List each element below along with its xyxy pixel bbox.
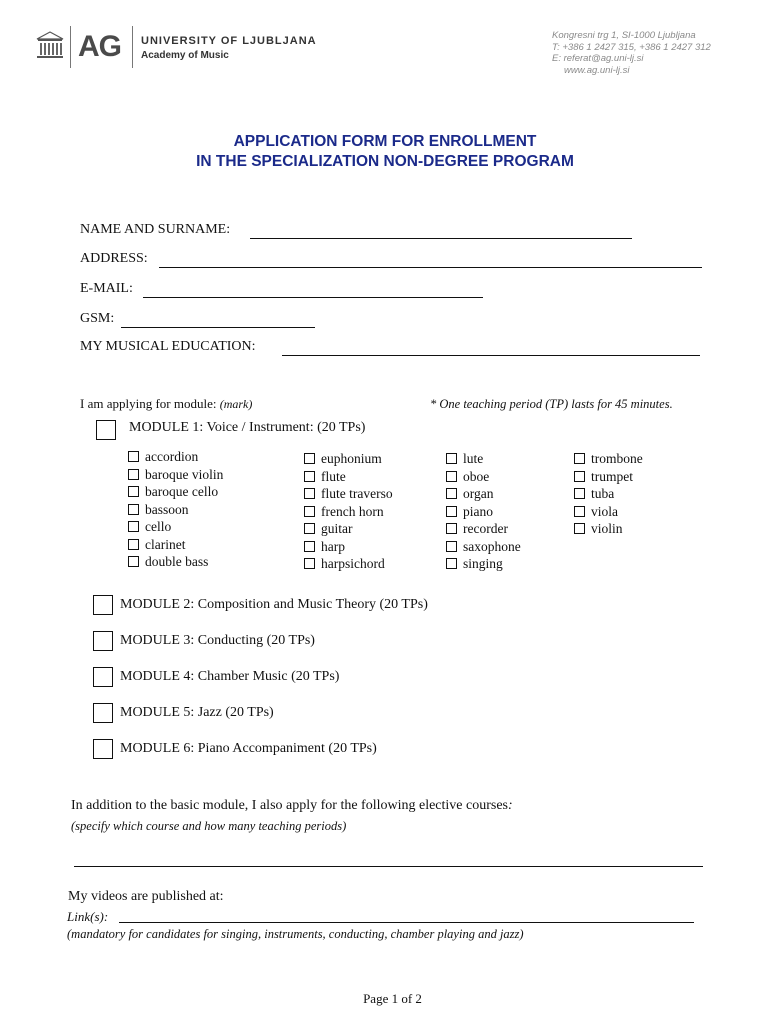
- instrument-label: trombone: [591, 451, 643, 466]
- instrument-option[interactable]: [446, 555, 521, 573]
- education-input-line[interactable]: [282, 355, 700, 356]
- instrument-option[interactable]: [574, 485, 643, 503]
- instrument-checkbox[interactable]: [446, 453, 457, 464]
- contact-block: [552, 30, 711, 76]
- name-input-line[interactable]: [250, 238, 632, 239]
- instrument-option[interactable]: [574, 503, 643, 521]
- instrument-label: trumpet: [591, 468, 633, 484]
- instrument-label: clarinet: [145, 536, 186, 552]
- instrument-option[interactable]: [128, 466, 223, 484]
- instrument-option[interactable]: [128, 518, 223, 536]
- instrument-label: cello: [145, 519, 172, 534]
- contact-website: www.ag.uni-lj.si: [564, 64, 630, 76]
- instrument-option[interactable]: [574, 520, 643, 538]
- instrument-label: harp: [321, 538, 345, 554]
- elective-hint: (specify which course and how many teaching periods): [71, 819, 347, 833]
- module4-label: MODULE 4: Chamber Music (20 TPs): [120, 669, 340, 684]
- instrument-option[interactable]: [128, 553, 223, 571]
- instrument-option[interactable]: [446, 538, 521, 556]
- instrument-option[interactable]: [304, 468, 393, 486]
- education-label: MY MUSICAL EDUCATION:: [80, 339, 256, 354]
- form-title-line1: APPLICATION FORM FOR ENROLLMENT: [233, 133, 537, 150]
- instrument-checkbox[interactable]: [446, 541, 457, 552]
- contact-address: Kongresni trg 1, SI-1000 Ljubljana: [552, 30, 696, 41]
- instrument-label: singing: [463, 556, 503, 571]
- instrument-checkbox[interactable]: [574, 523, 585, 534]
- instrument-checkbox[interactable]: [446, 506, 457, 517]
- instrument-label: organ: [463, 486, 494, 501]
- name-label: NAME AND SURNAME:: [80, 222, 231, 237]
- instrument-checkbox[interactable]: [128, 469, 139, 480]
- instrument-checkbox[interactable]: [304, 453, 315, 464]
- instrument-label: violin: [591, 521, 623, 536]
- instrument-option[interactable]: [304, 538, 393, 556]
- instrument-label: harpsichord: [321, 556, 385, 571]
- instrument-checkbox[interactable]: [128, 521, 139, 532]
- teaching-period-note: * One teaching period (TP) lasts for 45 minutes.: [430, 397, 673, 411]
- links-input-line[interactable]: [119, 922, 694, 923]
- module1-checkbox[interactable]: [96, 420, 116, 440]
- instrument-option[interactable]: [304, 520, 393, 538]
- instrument-label: accordion: [145, 449, 199, 464]
- instrument-checkbox[interactable]: [128, 486, 139, 497]
- instrument-label: guitar: [321, 521, 353, 536]
- instrument-checkbox[interactable]: [128, 539, 139, 550]
- instrument-checkbox[interactable]: [446, 558, 457, 569]
- instrument-column-4: [574, 450, 643, 538]
- module6-checkbox[interactable]: [93, 739, 113, 759]
- instrument-column-3: [446, 450, 521, 573]
- instrument-checkbox[interactable]: [304, 523, 315, 534]
- instrument-option[interactable]: [304, 503, 393, 521]
- videos-hint: (mandatory for candidates for singing, instruments, conducting, chamber playing and jazz): [67, 927, 524, 941]
- module2-label: MODULE 2: Composition and Music Theory (20 TPs): [120, 597, 428, 612]
- instrument-option[interactable]: [574, 450, 643, 468]
- instrument-option[interactable]: [304, 555, 393, 573]
- instrument-checkbox[interactable]: [304, 558, 315, 569]
- instrument-column-1: [128, 448, 223, 571]
- instrument-label: flute traverso: [321, 486, 393, 501]
- instrument-label: bassoon: [145, 501, 189, 517]
- gsm-label: GSM:: [80, 311, 115, 326]
- instrument-option[interactable]: [446, 450, 521, 468]
- instrument-checkbox[interactable]: [446, 523, 457, 534]
- instrument-option[interactable]: [574, 468, 643, 486]
- instrument-label: french horn: [321, 503, 384, 519]
- links-label: Link(s):: [67, 909, 109, 924]
- module4-checkbox[interactable]: [93, 667, 113, 687]
- instrument-checkbox[interactable]: [304, 488, 315, 499]
- instrument-label: recorder: [463, 521, 508, 536]
- logo-mark: AG: [78, 30, 121, 63]
- logo-divider: [132, 26, 133, 68]
- instrument-option[interactable]: [128, 536, 223, 554]
- instrument-checkbox[interactable]: [574, 453, 585, 464]
- instrument-checkbox[interactable]: [574, 471, 585, 482]
- instrument-label: piano: [463, 503, 493, 519]
- instrument-checkbox[interactable]: [128, 556, 139, 567]
- building-logo-icon: [35, 30, 65, 60]
- instrument-label: flute: [321, 468, 346, 484]
- instrument-label: baroque violin: [145, 466, 224, 482]
- contact-phone: T: +386 1 2427 315, +386 1 2427 312: [552, 41, 711, 53]
- module5-label: MODULE 5: Jazz (20 TPs): [120, 705, 274, 720]
- instrument-option[interactable]: [304, 450, 393, 468]
- gsm-input-line[interactable]: [121, 327, 315, 328]
- email-label: E-MAIL:: [80, 281, 133, 296]
- university-name: UNIVERSITY OF LJUBLJANA: [141, 35, 317, 47]
- instrument-checkbox[interactable]: [574, 488, 585, 499]
- address-input-line[interactable]: [159, 267, 702, 268]
- instrument-label: euphonium: [321, 451, 382, 466]
- instrument-checkbox[interactable]: [304, 506, 315, 517]
- logo-divider: [70, 26, 71, 68]
- elective-input-line[interactable]: [74, 866, 703, 867]
- form-title-line2: IN THE SPECIALIZATION NON-DEGREE PROGRAM: [196, 153, 574, 170]
- instrument-label: tuba: [591, 486, 615, 501]
- applying-mark-hint: (mark): [219, 397, 253, 411]
- instrument-checkbox[interactable]: [128, 451, 139, 462]
- elective-colon: :: [508, 798, 513, 813]
- elective-label: In addition to the basic module, I also apply for the following elective courses: [71, 798, 508, 813]
- instrument-checkbox[interactable]: [304, 471, 315, 482]
- instrument-option[interactable]: [446, 485, 521, 503]
- instrument-option[interactable]: [128, 501, 223, 519]
- module5-checkbox[interactable]: [93, 703, 113, 723]
- email-input-line[interactable]: [143, 297, 483, 298]
- instrument-option[interactable]: [446, 468, 521, 486]
- instrument-checkbox[interactable]: [128, 504, 139, 515]
- instrument-label: double bass: [145, 554, 209, 569]
- instrument-checkbox[interactable]: [446, 471, 457, 482]
- instrument-label: viola: [591, 503, 618, 519]
- applying-label: [80, 396, 252, 412]
- instrument-option[interactable]: [446, 520, 521, 538]
- module2-checkbox[interactable]: [93, 595, 113, 615]
- module3-checkbox[interactable]: [93, 631, 113, 651]
- instrument-checkbox[interactable]: [446, 488, 457, 499]
- contact-email: E: referat@ag.uni-lj.si: [552, 53, 644, 64]
- instrument-label: lute: [463, 451, 484, 466]
- instrument-column-2: [304, 450, 393, 573]
- videos-label: My videos are published at:: [68, 889, 224, 904]
- page-number: Page 1 of 2: [363, 991, 422, 1006]
- module1-label: MODULE 1: Voice / Instrument: (20 TPs): [129, 420, 366, 435]
- instrument-checkbox[interactable]: [574, 506, 585, 517]
- instrument-checkbox[interactable]: [304, 541, 315, 552]
- instrument-label: oboe: [463, 468, 490, 484]
- instrument-option[interactable]: [446, 503, 521, 521]
- module6-label: MODULE 6: Piano Accompaniment (20 TPs): [120, 741, 377, 756]
- instrument-option[interactable]: [128, 483, 223, 501]
- module3-label: MODULE 3: Conducting (20 TPs): [120, 633, 315, 648]
- address-label: ADDRESS:: [80, 251, 148, 266]
- elective-text: [71, 798, 513, 814]
- instrument-label: saxophone: [463, 538, 521, 554]
- applying-text: I am applying for module:: [80, 396, 217, 411]
- instrument-label: baroque cello: [145, 484, 219, 499]
- instrument-option[interactable]: [128, 448, 223, 466]
- academy-name: Academy of Music: [141, 50, 229, 61]
- instrument-option[interactable]: [304, 485, 393, 503]
